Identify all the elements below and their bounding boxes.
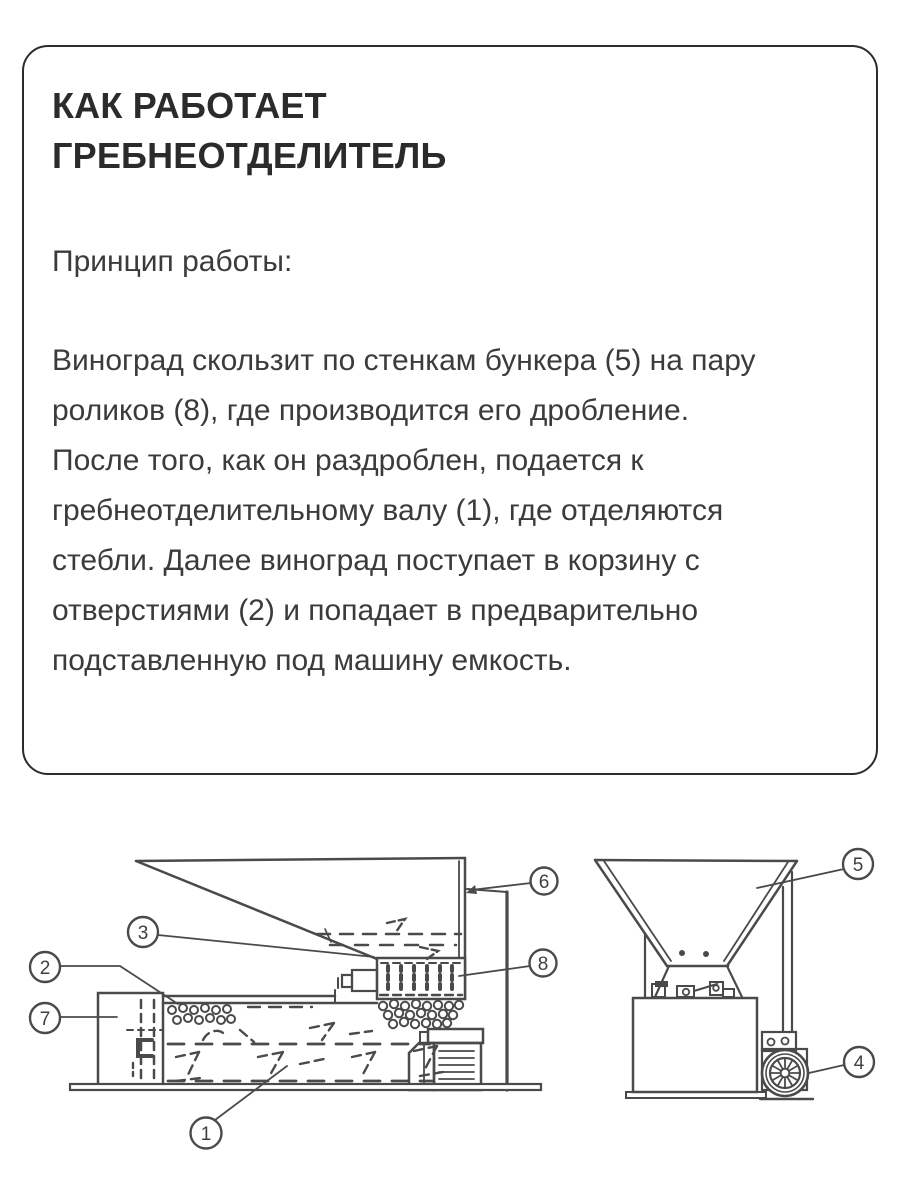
body-line: отверстиями (2) и попадает в предварительно (52, 594, 699, 627)
funnel-right-slope (727, 861, 797, 966)
callout-number: 3 (137, 923, 149, 944)
info-card (22, 45, 878, 775)
end-motor (762, 1032, 808, 1096)
body-line: Виноград скользит по стенкам бункера (5) на пару (52, 344, 756, 377)
callout-2 (30, 952, 178, 1004)
funnel-left-slope (595, 860, 667, 966)
basket-debris (176, 1023, 443, 1081)
grapes-right-cluster (379, 1000, 463, 1028)
body-line: подставленную под машину емкость. (52, 644, 572, 677)
callout-3 (128, 917, 374, 957)
grapes-left-cluster (168, 1004, 235, 1024)
end-base (626, 1092, 766, 1098)
description-paragraph (52, 336, 848, 686)
callout-1 (191, 1066, 288, 1149)
callout-number: 5 (852, 855, 864, 876)
callout-4 (809, 1047, 874, 1077)
principle-label: Принцип работы: (52, 245, 293, 278)
callout-number: 4 (853, 1053, 865, 1074)
hopper-top-edge (136, 858, 465, 861)
page-title: КАК РАБОТАЕТ ГРЕБНЕОТДЕЛИТЕЛЬ (52, 85, 447, 176)
callout-number: 2 (39, 958, 51, 979)
bolt-dot (703, 951, 709, 957)
bolt-dot (679, 950, 685, 956)
body-line: После того, как он раздроблен, подается к (52, 444, 644, 477)
body-line: гребнеотделительному валу (1), где отделяются (52, 494, 724, 527)
callout-number: 7 (39, 1009, 51, 1030)
funnel-right-inner (724, 862, 788, 961)
collection-box (98, 993, 163, 1085)
callout-number: 1 (200, 1124, 212, 1145)
funnel-top-edge (595, 860, 797, 861)
callout-number: 8 (537, 954, 549, 975)
funnel-left-inner (604, 861, 671, 961)
roller-drive (338, 970, 377, 991)
body-line: роликов (8), где производится его дробление. (52, 394, 690, 427)
drive-mechanism (652, 981, 734, 997)
body-line: стебли. Далее виноград поступает в корзину с (52, 544, 700, 577)
callout-7 (30, 1003, 117, 1033)
callout-number: 6 (538, 872, 550, 893)
machine-body (633, 998, 757, 1092)
destemmer-drawing (0, 770, 900, 1200)
end-view (595, 860, 813, 1099)
base-plate (70, 1084, 541, 1090)
machine-diagram (0, 770, 900, 1200)
